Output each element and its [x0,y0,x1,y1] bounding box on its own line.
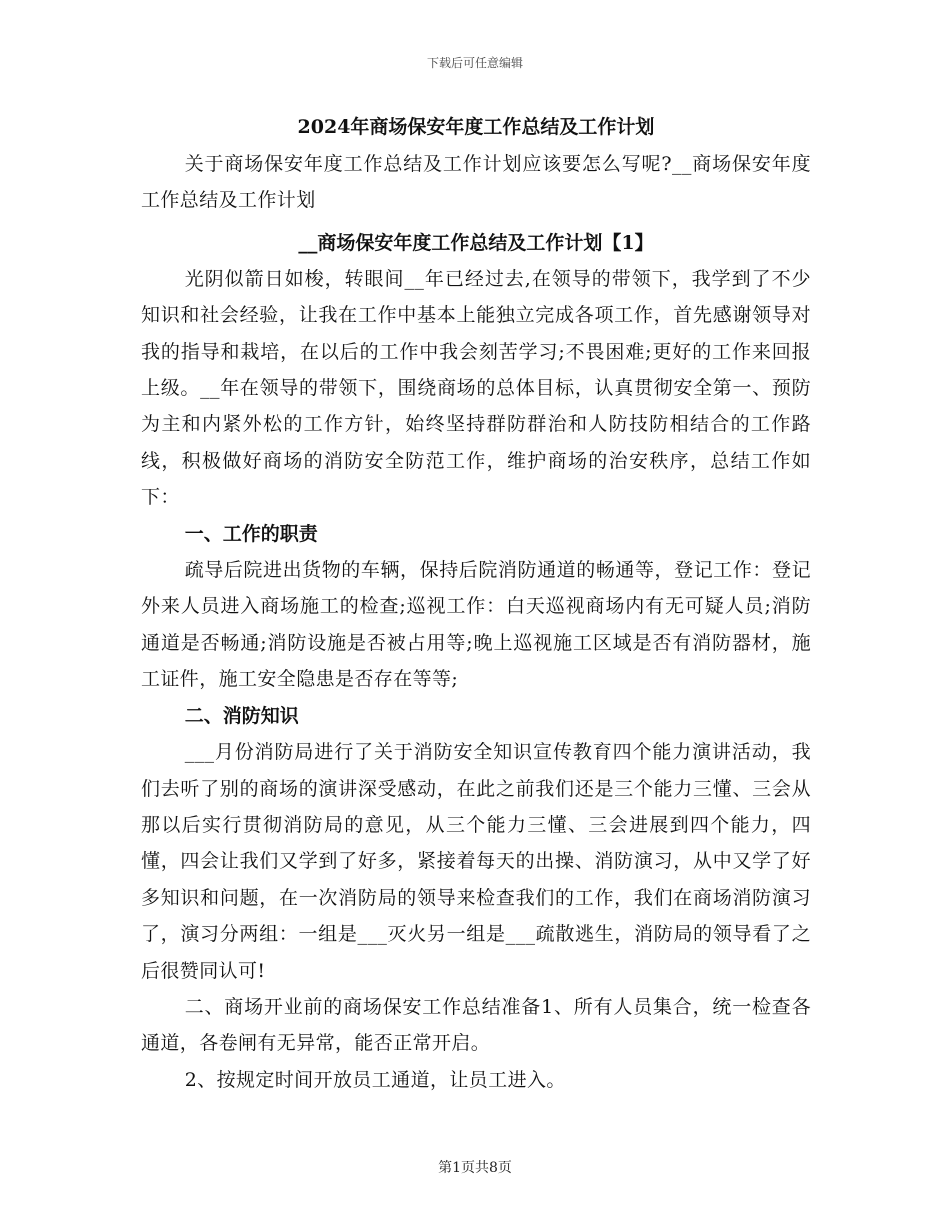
paragraph-4: 二、商场开业前的商场保安工作总结准备1、所有人员集合，统一检查各通道，各卷闸有无异常，能否正常开启。 [141,995,811,1055]
paragraph-3: ___月份消防局进行了关于消防安全知识宣传教育四个能力演讲活动，我们去听了别的商场的演讲深受感动，在此之前我们还是三个能力三懂、三会从那以后实行贯彻消防局的意见，从三个能力三懂、三会进展到四个能力，四懂，四会让我们又学到了好多，紧接着每天的出操、消防演习，从中又学了好多知识和问题，在一次消防局的领导来检查我们的工作，我们在商场消防演习了，演习分两组：一组是___灭火另一组是___疏散逃生，消防局的领导看了之后很赞同认可! [141,741,811,982]
paragraph-2: 疏导后院进出货物的车辆，保持后院消防通道的畅通等，登记工作：登记外来人员进入商场施工的检查;巡视工作：白天巡视商场内有无可疑人员;消防通道是否畅通;消防设施是否被占用等;晚上巡视施工区域是否有消防器材，施工证件，施工安全隐患是否存在等等; [141,559,811,691]
intro-paragraph: 关于商场保安年度工作总结及工作计划应该要怎么写呢?__商场保安年度工作总结及工作计划 [141,153,811,212]
paragraph-1: 光阴似箭日如梭，转眼间__年已经过去,在领导的带领下，我学到了不少知识和社会经验，让我在工作中基本上能独立完成各项工作，首先感谢领导对我的指导和栽培，在以后的工作中我会刻苦学习;不畏困难;更好的工作来回报上级。__年在领导的带领下，围绕商场的总体目标，认真贯彻安全第一、预防为主和内紧外松的工作方针，始终坚持群防群治和人防技防相结合的工作路线，积极做好商场的消防安全防范工作，维护商场的治安秩序，总结工作如下： [141,267,811,509]
document-title: 2024年商场保安年度工作总结及工作计划 [297,116,655,138]
header-note: 下载后可任意编辑 [426,56,523,70]
heading-fire-knowledge: 二、消防知识 [184,704,299,727]
page-footer: 第1页共8页 [438,1160,512,1176]
document-body [141,112,811,1098]
paragraph-5: 2、按规定时间开放员工通道，让员工进入。 [184,1068,566,1091]
heading-duties: 一、工作的职责 [184,522,318,545]
section-subtitle: __商场保安年度工作总结及工作计划【1】 [298,231,654,254]
